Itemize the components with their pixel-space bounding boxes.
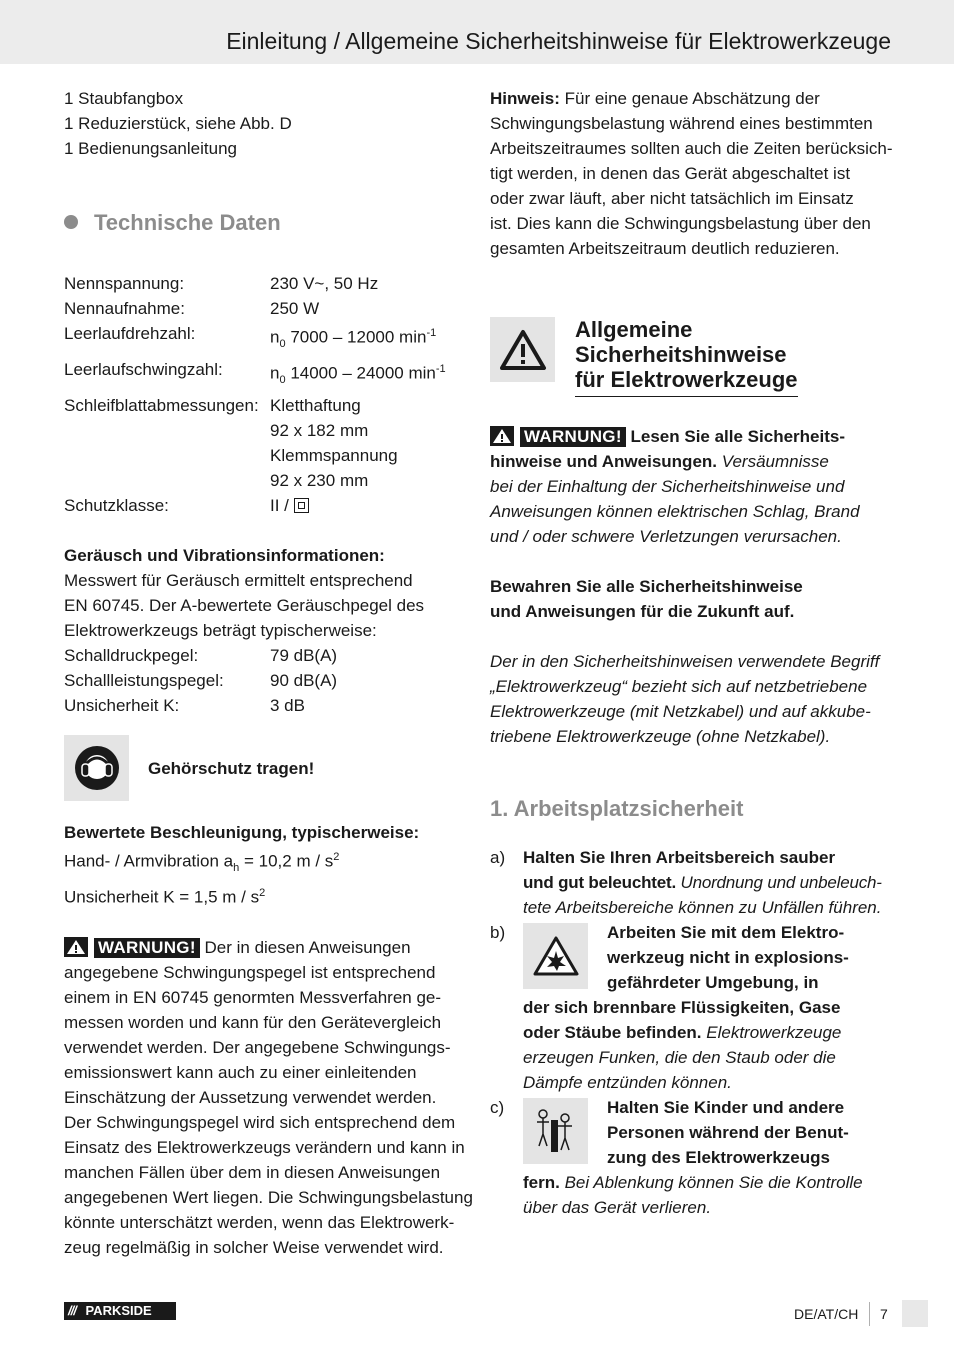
page-header bbox=[0, 0, 954, 64]
list-item: b) Arbeiten Sie mit dem Elektro- werkzeug nicht in explosions- gefährdeter Umgebung, in der sich brennbare Flüssigkeiten, Gase oder Stäube befinden. Elektrowerkzeuge erzeugen Funken, die den Staub oder die Dämpfe entzünden können. bbox=[490, 923, 849, 1092]
term-definition: triebene Elektrowerkzeuge (ohne Netzkabel). bbox=[490, 727, 831, 746]
warning-text: angegebene Schwingungspegel ist entsprechend bbox=[64, 962, 436, 982]
warning-triangle-icon bbox=[64, 937, 88, 957]
spec-row: 92 x 182 mm bbox=[270, 421, 369, 441]
spec-row: Nennaufnahme: 250 W bbox=[64, 299, 320, 318]
left-column bbox=[64, 86, 473, 1260]
footer-divider bbox=[869, 1302, 870, 1326]
parkside-logo: /// PARKSIDE bbox=[64, 1302, 176, 1320]
warning-text: messen worden und kann für den Gerätevergleich bbox=[64, 1012, 442, 1032]
scope-item: 1 Staubfangbox bbox=[64, 89, 184, 108]
warning-badge: WARNUNG! bbox=[94, 938, 200, 958]
noise-text: Elektrowerkzeugs beträgt typischerweise: bbox=[64, 621, 377, 641]
warning-text: angegebenen Wert liegen. Die Schwingungsbelastung bbox=[64, 1187, 473, 1207]
spec-row: Klemmspannung bbox=[270, 446, 398, 466]
spec-row: Schleifblattabmessungen: Kletthaftung bbox=[64, 396, 361, 416]
list-item: c) Halten Sie Kinder und andere Personen während der Benut- zung des Elektrowerkzeugs fern. Bei Ablenkung können Sie die Kontrolle über das Gerät verlieren. bbox=[490, 1098, 863, 1217]
warning-text: Der Schwingungspegel wird sich entsprechend dem bbox=[64, 1112, 456, 1132]
hint-text: gesamten Arbeitszeitraum deutlich reduzieren. bbox=[490, 239, 840, 258]
general-warning-text: und / oder schwere Verletzungen verursachen. bbox=[490, 527, 842, 546]
section-1-heading: 1. Arbeitsplatzsicherheit bbox=[490, 796, 744, 821]
general-warning-text: bei der Einhaltung der Sicherheitshinweise und bbox=[490, 477, 845, 496]
term-definition: Elektrowerkzeuge (mit Netzkabel) und auf akkube- bbox=[490, 702, 871, 721]
vibration-heading: Bewertete Beschleunigung, typischerweise: bbox=[64, 823, 420, 843]
ear-protection-icon bbox=[64, 735, 129, 801]
spec-row: Leerlaufdrehzahl: $n_0$ 7000 – 12000 $\min^{-1}$ bbox=[64, 324, 437, 351]
spec-row: Schutzklasse: II / bbox=[64, 493, 464, 518]
keep-children-away-icon bbox=[523, 1098, 588, 1164]
vibration-value: Hand- / Armvibration $a_h = 10,2$ m / $s^2$ bbox=[64, 851, 340, 875]
hint-text: Hinweis: Für eine genaue Abschätzung der bbox=[490, 89, 820, 108]
term-definition: „Elektrowerkzeug“ bezieht sich auf netzbetriebene bbox=[490, 677, 868, 696]
noise-row: Unsicherheit K: 3 dB bbox=[64, 696, 305, 716]
warning-badge: WARNUNG! bbox=[520, 427, 626, 447]
page-number: 7 bbox=[880, 1306, 888, 1322]
hearing-protection-text: Gehörschutz tragen! bbox=[148, 758, 315, 778]
bullet-icon bbox=[64, 215, 78, 229]
noise-heading: Geräusch und Vibrationsinformationen: bbox=[64, 546, 385, 566]
warning-text: Einsatz des Elektrowerkzeugs verändern und kann in bbox=[64, 1137, 465, 1157]
warning-text: emissionswert kann auch zu einer einleitenden bbox=[64, 1062, 417, 1082]
hint-text: Arbeitszeitraumes sollten auch die Zeiten berücksich- bbox=[490, 139, 893, 158]
scope-item: 1 Bedienungsanleitung bbox=[64, 139, 237, 158]
list-item: a) Halten Sie Ihren Arbeitsbereich sauber und gut beleuchtet. Unordnung und unbeleuch- tete Arbeitsbereiche können zu Unfällen führen. bbox=[490, 848, 882, 917]
noise-text: EN 60745. Der A-bewertete Geräuschpegel des bbox=[64, 596, 425, 616]
protection-class-icon bbox=[294, 498, 309, 513]
page-title: Einleitung / Allgemeine Sicherheitshinweise für Elektrowerkzeuge bbox=[226, 28, 891, 54]
footer-tab bbox=[902, 1300, 928, 1327]
warning-text: verwendet werden. Der angegebene Schwingungs- bbox=[64, 1037, 451, 1057]
general-warning-text: Anweisungen können elektrischen Schlag, Brand bbox=[490, 502, 860, 521]
keep-instructions: und Anweisungen für die Zukunft auf. bbox=[490, 602, 795, 621]
hint-text: ist. Dies kann die Schwingungsbelastung über den bbox=[490, 214, 871, 233]
warning-text: manchen Fällen über dem in diesen Anweisungen bbox=[64, 1162, 441, 1182]
warning-text: könnte unterschätzt werden, wenn das Elektrowerk- bbox=[64, 1212, 455, 1232]
noise-row: Schallleistungspegel: 90 dB(A) bbox=[64, 671, 338, 691]
right-column bbox=[490, 86, 893, 1220]
warning-text: zeug regelmäßig in solcher Weise verwendet wird. bbox=[64, 1237, 444, 1257]
scope-item: 1 Reduzierstück, siehe Abb. D bbox=[64, 114, 292, 133]
hint-text: tigt werden, in denen das Gerät abgeschaltet ist bbox=[490, 164, 851, 183]
explosion-hazard-icon bbox=[523, 923, 588, 989]
general-warning-text: hinweise und Anweisungen. Versäumnisse bbox=[490, 452, 829, 471]
warning-triangle-icon bbox=[490, 317, 555, 382]
warning-text: Einschätzung der Aussetzung verwendet werden. bbox=[64, 1087, 437, 1107]
noise-text: Messwert für Geräusch ermittelt entsprechend bbox=[64, 571, 413, 591]
region-code: DE/AT/CH bbox=[794, 1306, 859, 1322]
safety-heading-text: Allgemeine Sicherheitshinweise für Elektrowerkzeuge bbox=[575, 317, 798, 397]
term-definition: Der in den Sicherheitshinweisen verwendete Begriff bbox=[490, 652, 880, 671]
vibration-warning: WARNUNG! Der in diesen Anweisungen bbox=[64, 935, 464, 960]
tech-data-heading: Technische Daten bbox=[64, 208, 464, 238]
hint-text: Schwingungsbelastung während eines bestimmten bbox=[490, 114, 873, 133]
spec-row: Leerlaufschwingzahl: $n_0$ 14000 – 24000 $\min^{-1}$ bbox=[64, 360, 446, 387]
spec-row: 92 x 230 mm bbox=[270, 471, 369, 491]
vibration-uncertainty: Unsicherheit K = 1,5 m / $s^2$ bbox=[64, 887, 266, 907]
noise-row: Schalldruckpegel: 79 dB(A) bbox=[64, 646, 338, 666]
hearing-protection-notice bbox=[64, 735, 464, 801]
general-warning: WARNUNG! Lesen Sie alle Sicherheits- bbox=[490, 424, 890, 449]
safety-heading bbox=[490, 317, 890, 397]
warning-text: einem in EN 60745 genormten Messverfahren ge- bbox=[64, 987, 442, 1007]
hint-text: oder zwar läuft, aber nicht tatsächlich im Einsatz bbox=[490, 189, 854, 208]
spec-row: Nennspannung: 230 V~, 50 Hz bbox=[64, 274, 379, 293]
warning-triangle-icon bbox=[490, 426, 514, 446]
keep-instructions: Bewahren Sie alle Sicherheitshinweise bbox=[490, 577, 803, 596]
